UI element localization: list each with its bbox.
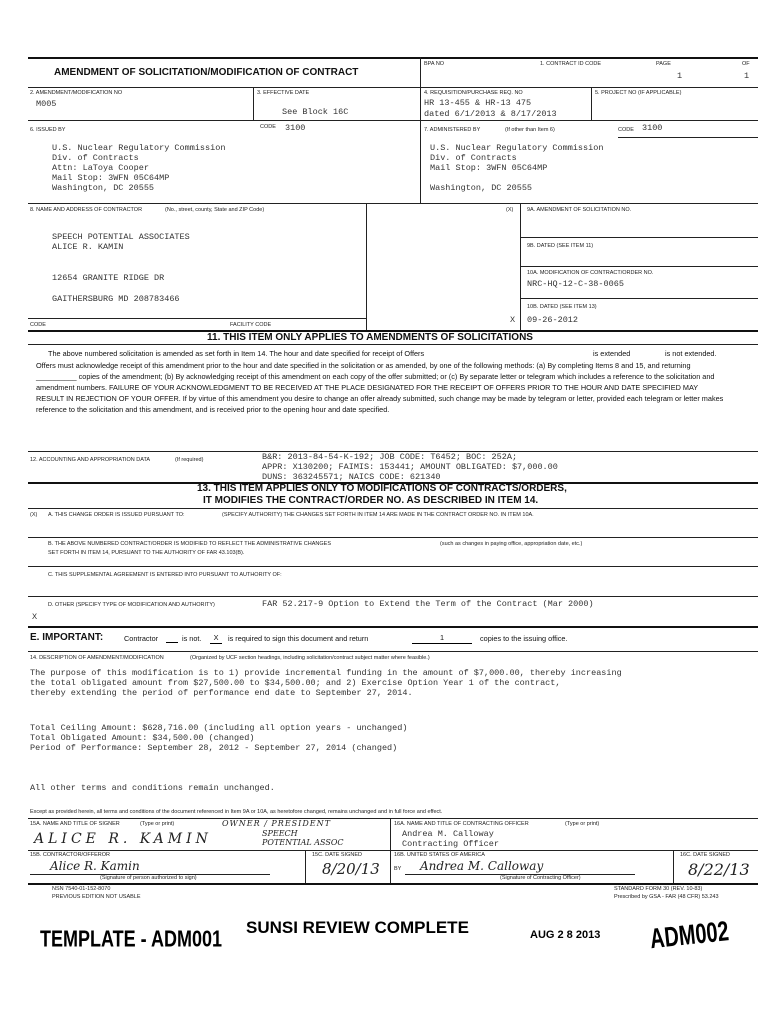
amendment-no-value: M005	[36, 99, 57, 109]
important-contractor: Contractor	[124, 634, 159, 643]
divider	[520, 266, 758, 267]
other-check: X	[32, 612, 38, 622]
contractor-city: GAITHERSBURG MD 208783466	[52, 294, 180, 304]
page-number: 1	[677, 71, 683, 81]
effective-date-value: See Block 16C	[282, 107, 349, 117]
officer-date-label: 16C. DATE SIGNED	[680, 852, 731, 858]
divider	[28, 537, 758, 538]
date-stamp: AUG 2 8 2013	[530, 929, 601, 941]
contractor-offeror-label: 15B. CONTRACTOR/OFFEROR	[30, 852, 110, 858]
issued-by-address: U.S. Nuclear Regulatory Commission Div. of Contracts Attn: LaToya Cooper Mail Stop: 3WFN 05C64MP Washington, DC 20555	[52, 143, 226, 193]
administrative-changes-label: B. THE ABOVE NUMBERED CONTRACT/ORDER IS MODIFIED TO REFLECT THE ADMINISTRATIVE CHANGES	[48, 541, 331, 547]
template-stamp: TEMPLATE - ADM001	[40, 925, 223, 952]
facility-code-label: FACILITY CODE	[230, 322, 272, 328]
is-extended-label: is extended	[593, 349, 631, 358]
other-label: D. OTHER (SPECIFY TYPE OF MODIFICATION AND AUTHORITY)	[48, 602, 215, 608]
issued-by-label: 6. ISSUED BY	[30, 127, 66, 133]
requisition-no-value: HR 13-455 & HR-13 475	[424, 98, 532, 108]
description-purpose: The purpose of this modification is to 1) provide incremental funding in the amount of $7,000.00, thereby increasing the total obligated amount from $27,500.00 to $34,500.00; and 2) Exercise Option Year 1 of the contract, thereby extending the period of performance end date to September 27, 2014.	[30, 668, 622, 698]
contractor-street: 12654 GRANITE RIDGE DR	[52, 273, 165, 283]
signer-title-1: OWNER / PRESIDENT	[222, 819, 331, 828]
contractor-signature: Alice R. Kamin	[50, 859, 140, 873]
adm-stamp: ADM002	[648, 916, 731, 956]
divider	[28, 344, 758, 345]
dated-10b-check: X	[510, 315, 516, 325]
contracting-officer-value: Andrea M. Calloway Contracting Officer	[402, 829, 499, 849]
change-order-note: (SPECIFY AUTHORITY) THE CHANGES SET FORTH IN ITEM 14 ARE MADE IN THE CONTRACT ORDER NO. IN ITEM 10A.	[222, 512, 534, 518]
contractor-note: (No., street, county, State and ZIP Code)	[165, 207, 265, 213]
dated-10b-label: 10B. DATED (SEE ITEM 13)	[527, 304, 597, 310]
section-13-header-1: 13. THIS ITEM APPLIES ONLY TO MODIFICATIONS OF CONTRACTS/ORDERS,	[197, 483, 567, 494]
signer-title-2: SPEECH	[262, 829, 298, 838]
description-note: (Organized by UCF section headings, including solicitation/contract subject matter where feasible.)	[190, 655, 430, 661]
code-label: CODE	[30, 322, 46, 328]
signer-name-label: 15A. NAME AND TITLE OF SIGNER	[30, 821, 120, 827]
form-top-border	[28, 57, 758, 59]
divider	[390, 818, 391, 883]
page-label: PAGE	[656, 61, 671, 67]
divider	[28, 508, 758, 509]
divider	[673, 850, 674, 883]
contractor-name: SPEECH POTENTIAL ASSOCIATES ALICE R. KAMIN	[52, 232, 190, 252]
other-value: FAR 52.217-9 Option to Extend the Term of the Contract (Mar 2000)	[262, 599, 594, 609]
section-13-header-2: IT MODIFIES THE CONTRACT/ORDER NO. AS DESCRIBED IN ITEM 14.	[203, 495, 539, 506]
divider	[28, 203, 758, 204]
divider	[618, 137, 758, 138]
copies-value: 1	[412, 632, 472, 644]
form-title: AMENDMENT OF SOLICITATION/MODIFICATION OF CONTRACT	[54, 67, 359, 78]
contractor-date-label: 15C. DATE SIGNED	[312, 852, 363, 858]
divider	[520, 298, 758, 299]
administered-by-note: (If other than Item 6)	[505, 127, 555, 133]
officer-date-value: 8/22/13	[688, 860, 750, 879]
administered-by-code: 3100	[642, 123, 663, 133]
previous-edition-text: PREVIOUS EDITION NOT USABLE	[52, 894, 141, 900]
administered-by-label: 7. ADMINISTERED BY	[424, 127, 481, 133]
issued-by-code: 3100	[285, 123, 306, 133]
requisition-date-value: dated 6/1/2013 & 8/17/2013	[424, 109, 557, 119]
x-column-label: (X)	[30, 512, 38, 518]
dated-9b-label: 9B. DATED (SEE ITEM 11)	[527, 243, 594, 249]
not-extended-label: is not extended.	[665, 349, 717, 358]
dated-10b-value: 09-26-2012	[527, 315, 579, 325]
prescribed-text: Prescribed by GSA - FAR (48 CFR) 53.243	[614, 894, 719, 900]
nsn-text: NSN 7540-01-152-8070	[52, 886, 111, 892]
important-required: is required to sign this document and return	[228, 634, 369, 643]
bpa-no-label: BPA NO	[424, 61, 445, 67]
contracting-officer-signature: Andrea M. Calloway	[420, 859, 544, 873]
divider	[520, 237, 758, 238]
accounting-value: B&R: 2013-84-54-K-192; JOB CODE: T6452; BOC: 252A; APPR: X130200; FAIMIS: 153441; AMOUNT OBLIGATED: $7,000.00 DUNS: 363245571; NAICS CODE: 621340	[262, 452, 558, 482]
divider	[28, 120, 758, 121]
contracting-officer-note: (Type or print)	[565, 821, 600, 827]
modification-contract-label: 10A. MODIFICATION OF CONTRACT/ORDER NO.	[527, 270, 654, 276]
divider	[28, 818, 758, 819]
contracting-officer-signature-note: (Signature of Contracting Officer)	[500, 875, 581, 881]
supplemental-agreement-label: C. THIS SUPPLEMENTAL AGREEMENT IS ENTERED INTO PURSUANT TO AUTHORITY OF:	[48, 572, 282, 578]
amendment-no-label: 2. AMENDMENT/MODIFICATION NO	[30, 90, 123, 96]
divider	[28, 626, 758, 628]
divider	[305, 850, 306, 883]
form-bottom-border	[28, 883, 758, 885]
section-11-body: Offers must acknowledge receipt of this amendment prior to the hour and date specified in the solicitation or as amended, by one of the following methods: (a) By completing Items 8 and 15, and returning __________ copies of the amendment; (b) By acknowledging receipt of this amendment on each copy of the offer submitted; or (c) By separate letter or telegram which includes a reference to the solicitation and amendment numbers. FAILURE OF YOUR ACKNOWLEDGMENT TO BE RECEIVED AT THE PLACE DESIGNATED FOR THE RECEIPT OF OFFERS PRIOR TO THE HOUR AND DATE SPECIFIED MAY RESULT IN REJECTION OF YOUR OFFER. If by virtue of this amendment you desire to change an offer already submitted, such change may be made by telegram or letter, provided each telegram or letter makes reference to the solicitation and this amendment, and is received prior to the opening hour and date specified.	[36, 361, 724, 414]
united-states-label: 16B. UNITED STATES OF AMERICA	[394, 852, 485, 858]
contractor-date-value: 8/20/13	[322, 860, 380, 878]
signer-name-note: (Type or print)	[140, 821, 175, 827]
section-11-line1: The above numbered solicitation is amended as set forth in Item 14. The hour and date specified for receipt of Offers	[48, 349, 425, 358]
administrative-changes-authority: SET FORTH IN ITEM 14, PURSUANT TO THE AUTHORITY OF FAR 43.103(B).	[48, 550, 245, 556]
description-amounts: Total Ceiling Amount: $628,716.00 (including all option years - unchanged) Total Obligated Amount: $34,500.00 (changed) Period of Performance: September 28, 2012 - September 27, 2014 (changed)	[30, 723, 408, 753]
page-total: 1	[744, 71, 750, 81]
divider	[253, 87, 254, 120]
description-label: 14. DESCRIPTION OF AMENDMENT/MODIFICATION	[30, 655, 164, 661]
contracting-officer-label: 16A. NAME AND TITLE OF CONTRACTING OFFICER	[394, 821, 529, 827]
divider	[28, 566, 758, 567]
x-column-label: (X)	[506, 207, 514, 213]
administered-by-address: U.S. Nuclear Regulatory Commission Div. of Contracts Mail Stop: 3WFN 05C64MP Washington, DC 20555	[430, 143, 604, 193]
section-11-header: 11. THIS ITEM ONLY APPLIES TO AMENDMENTS OF SOLICITATIONS	[207, 332, 533, 343]
contract-id-code-label: 1. CONTRACT ID CODE	[540, 61, 602, 67]
divider	[28, 596, 758, 597]
divider	[591, 87, 592, 120]
divider	[420, 57, 421, 203]
standard-form-text: STANDARD FORM 30 (REV. 10-83)	[614, 886, 703, 892]
accounting-label: 12. ACCOUNTING AND APPROPRIATION DATA	[30, 457, 151, 463]
description-closing: All other terms and conditions remain unchanged.	[30, 783, 275, 793]
important-label: E. IMPORTANT:	[30, 632, 104, 643]
change-order-label: A. THIS CHANGE ORDER IS ISSUED PURSUANT TO:	[48, 512, 185, 518]
except-provided-text: Except as provided herein, all terms and conditions of the document referenced in Item 9A or 10A, as heretofore changed, remains unchanged and in full force and effect.	[30, 809, 443, 815]
by-label: BY	[394, 866, 402, 872]
divider	[28, 87, 758, 88]
contractor-label: 8. NAME AND ADDRESS OF CONTRACTOR	[30, 207, 143, 213]
contract-no-value: NRC-HQ-12-C-38-0065	[527, 279, 624, 289]
sunsi-review-stamp: SUNSI REVIEW COMPLETE	[246, 918, 469, 937]
divider	[28, 850, 758, 851]
code-label: CODE	[260, 124, 276, 130]
divider	[28, 318, 366, 319]
divider	[366, 203, 367, 330]
accounting-note: (If required)	[175, 457, 204, 463]
divider	[520, 203, 521, 330]
important-copies: copies to the issuing office.	[480, 634, 568, 643]
project-no-label: 5. PROJECT NO (IF APPLICABLE)	[595, 90, 682, 96]
amendment-solicitation-label: 9A. AMENDMENT OF SOLICITATION NO.	[527, 207, 632, 213]
effective-date-label: 3. EFFECTIVE DATE	[257, 90, 310, 96]
requisition-no-label: 4. REQUISITION/PURCHASE REQ. NO	[424, 90, 523, 96]
is-required-check: X	[210, 632, 222, 644]
important-is-not: is not.	[182, 634, 202, 643]
signer-name-value: ALICE R. KAMIN	[34, 831, 212, 847]
contractor-signature-note: (Signature of person authorized to sign)	[100, 875, 197, 881]
is-not-checkbox	[166, 632, 178, 643]
divider	[28, 651, 758, 652]
signer-title-3: POTENTIAL ASSOC	[262, 838, 344, 847]
administrative-changes-note: (such as changes in paying office, appropriation date, etc.)	[440, 541, 583, 547]
code-label: CODE	[618, 127, 634, 133]
of-label: OF	[742, 61, 750, 67]
